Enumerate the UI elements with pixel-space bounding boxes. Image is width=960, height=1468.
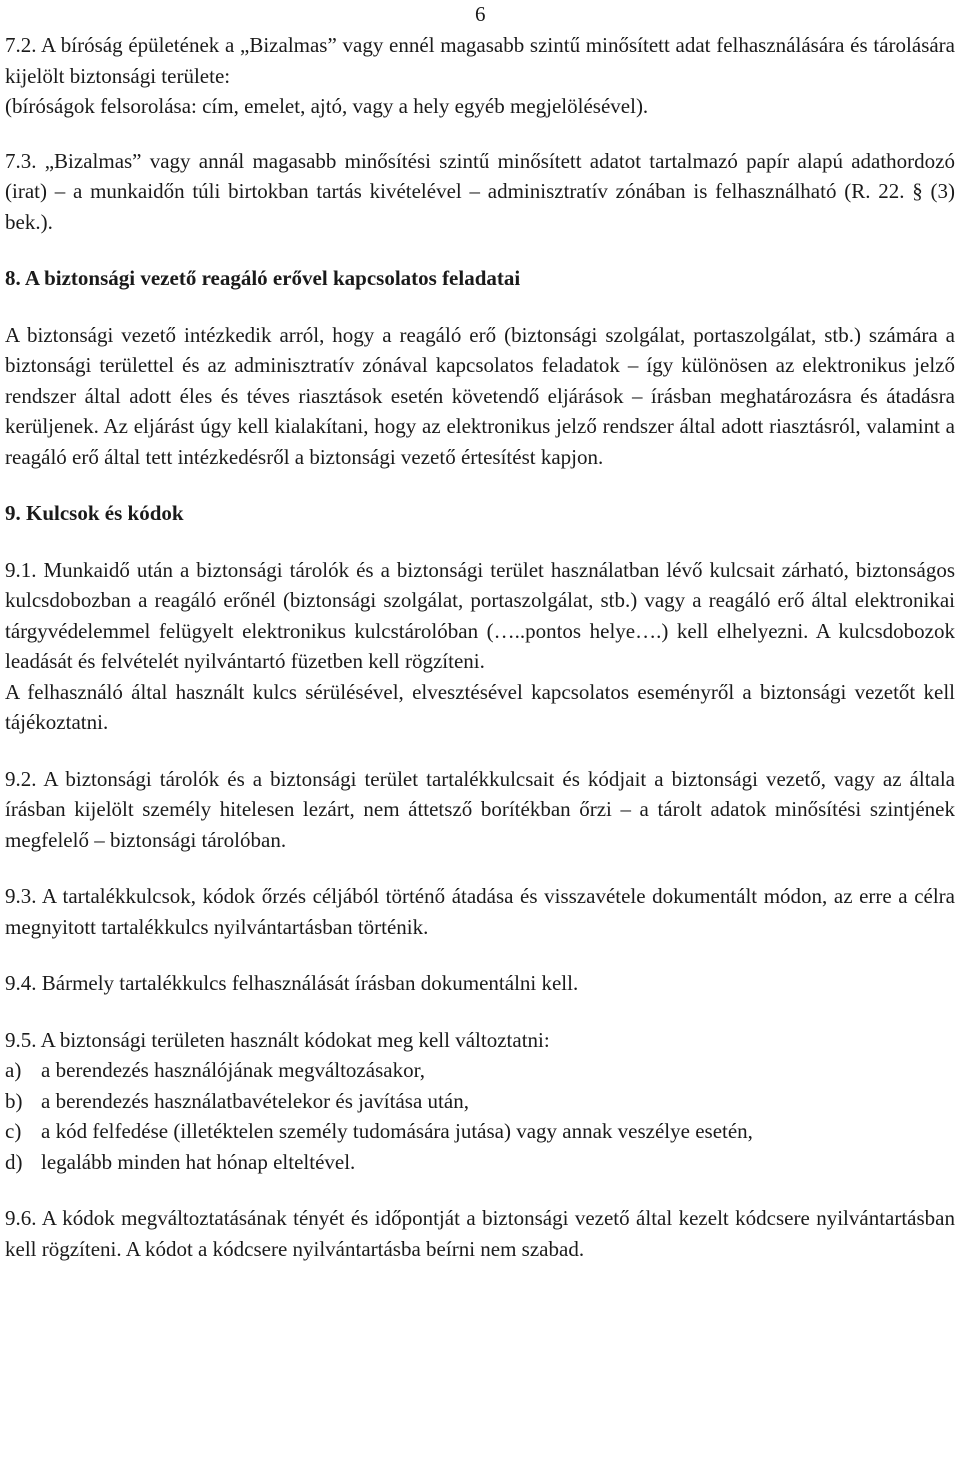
paragraph-7-2: 7.2. A bíróság épületének a „Bizalmas” vagy ennél magasabb szintű minősített adat felhasználására és tárolására kijelölt biztonsági területe:	[5, 33, 955, 88]
paragraph-7-2-list: (bíróságok felsorolása: cím, emelet, ajtó, vagy a hely egyéb megjelölésével).	[5, 94, 649, 118]
paragraph-9-1: 9.1. Munkaidő után a biztonsági tárolók és a biztonsági terület használatban lévő kulcsait zárható, biztonságos kulcsdobozban a reagáló erőnél (biztonsági szolgálat, portaszolgálat, stb.) vagy a reagáló erő által elektronikai tárgyvédelemmel felügyelt elektronikus kulcstárolóban (…..pontos helye….) kell elhelyezni. A kulcsdobozok leadását és felvételét nyilvántartó füzetben kell rögzíteni.	[5, 557, 955, 673]
list-item-text: a berendezés használójának megváltozásakor,	[41, 1058, 425, 1082]
paragraph-9-4: 9.4. Bármely tartalékkulcs felhasználását írásban dokumentálni kell.	[5, 971, 579, 995]
list-item	[5, 1116, 955, 1147]
paragraph-8: A biztonsági vezető intézkedik arról, hogy a reagáló erő (biztonsági szolgálat, portaszolgálat, stb.) számára a biztonsági területtel és az adminisztratív zónával kapcsolatos feladatok – így különösen az elektronikus jelző rendszer által adott éles és téves riasztások esetén követendő eljárások – írásban meghatározásra és átadásra kerüljenek. Az eljárást úgy kell kialakítani, hogy az elektronikus jelző rendszer által adott riasztásról, valamint a reagáló erő által tett intézkedésről a biztonsági vezető értesítést kapjon.	[5, 322, 955, 469]
paragraph-9-2: 9.2. A biztonsági tárolók és a biztonsági terület tartalékkulcsait és kódjait a biztonsági vezető, vagy az általa írásban kijelölt személy hitelesen lezárt, nem áttetsző borítékban őrzi – a tárolt adatok minősítési szintjének megfelelő – biztonsági tárolóban.	[5, 766, 955, 852]
code-change-list	[5, 1055, 955, 1177]
list-marker: d)	[5, 1149, 23, 1174]
section-heading-8: 8. A biztonsági vezető reagáló erővel kapcsolatos feladatai	[5, 266, 521, 290]
section-heading-9: 9. Kulcsok és kódok	[5, 501, 184, 525]
paragraph-7-3: 7.3. „Bizalmas” vagy annál magasabb minősítési szintű minősített adatot tartalmazó papír alapú adathordozó (irat) – a munkaidőn túli birtokban tartás kivételével – adminisztratív zónában is felhasználható (R. 22. § (3) bek.).	[5, 148, 955, 234]
list-item-text: legalább minden hat hónap elteltével.	[41, 1149, 356, 1174]
paragraph-9-6: 9.6. A kódok megváltoztatásának tényét és időpontját a biztonsági vezető által kezelt kódcsere nyilvántartásban kell rögzíteni. A kódot a kódcsere nyilvántartásba beírni nem szabad.	[5, 1206, 955, 1261]
paragraph-9-5: 9.5. A biztonsági területen használt kódokat meg kell változtatni:	[5, 1027, 550, 1052]
paragraph-9-1-key: A felhasználó által használt kulcs sérülésével, elvesztésével kapcsolatos eseményről a biztonsági vezetőt kell tájékoztatni.	[5, 679, 955, 734]
list-item	[5, 1055, 955, 1086]
list-marker: c)	[5, 1119, 22, 1143]
document-body	[5, 30, 955, 1264]
list-item	[5, 1147, 955, 1178]
list-item	[5, 1086, 955, 1117]
list-item-text: a kód felfedése (illetéktelen személy tudomására jutása) vagy annak veszélye esetén,	[41, 1119, 753, 1143]
list-marker: a)	[5, 1058, 22, 1082]
paragraph-9-3: 9.3. A tartalékkulcsok, kódok őrzés céljából történő átadása és visszavétele dokumentált módon, az erre a célra megnyitott tartalékkulcs nyilvántartásban történik.	[5, 884, 955, 939]
document-page	[5, 0, 955, 1468]
list-item-text: a berendezés használatbavételekor és javítása után,	[41, 1088, 469, 1113]
list-marker: b)	[5, 1088, 23, 1113]
page-number: 6	[475, 2, 486, 26]
